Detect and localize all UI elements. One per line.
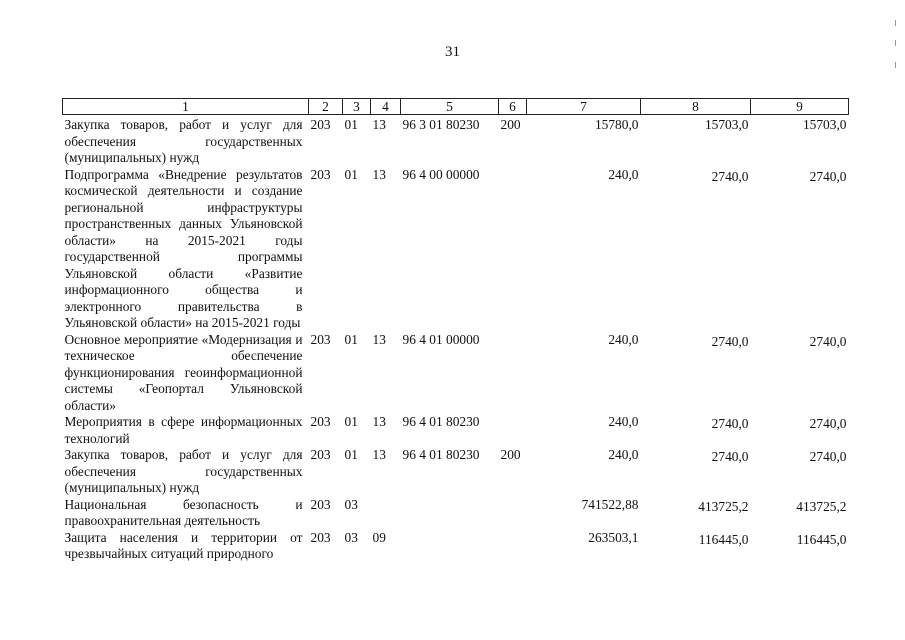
row-section: 01 (344, 414, 358, 429)
row-target-article (401, 530, 499, 563)
header-cell-9: 9 (751, 99, 849, 115)
row-value-col9: 2740,0 (809, 449, 847, 464)
row-value-col8: 15703,0 (704, 117, 749, 132)
table-row (63, 332, 849, 415)
row-target-article: 96 3 01 80230 (402, 117, 480, 132)
table-row (63, 414, 849, 447)
row-target-article: 96 4 00 00000 (402, 166, 480, 182)
row-subsection (371, 497, 401, 530)
row-expense-type (499, 332, 527, 415)
page-number: 31 (445, 44, 460, 60)
row-target-article: 96 4 01 80230 (402, 447, 480, 462)
row-expense-type: 200 (500, 447, 521, 462)
row-admin-code: 203 (310, 166, 331, 182)
row-admin-code: 203 (310, 529, 331, 545)
row-section: 03 (344, 496, 358, 512)
table-row (63, 447, 849, 497)
row-subsection: 13 (372, 447, 386, 462)
scan-artifact (895, 62, 896, 68)
row-value-col7: 263503,1 (588, 529, 639, 545)
row-section: 01 (344, 331, 358, 347)
row-value-col9: 2740,0 (809, 333, 847, 349)
row-name: Национальная безопасность и правоохранительная деятельность (64, 496, 303, 528)
row-value-col9: 2740,0 (809, 168, 847, 184)
row-expense-type (499, 497, 527, 530)
row-expense-type (499, 530, 527, 563)
row-value-col7: 240,0 (608, 447, 639, 462)
header-cell-5: 5 (401, 99, 499, 115)
row-admin-code: 203 (310, 117, 331, 132)
row-name: Основное мероприятие «Модернизация и техническое обеспечение функционирования геоинформационной системы «Геопортал Ульяновской области» (64, 331, 303, 413)
row-subsection: 13 (372, 166, 386, 182)
table-row (63, 115, 849, 167)
row-admin-code: 203 (310, 331, 331, 347)
scan-artifact (895, 40, 896, 46)
row-expense-type (499, 414, 527, 447)
row-name: Защита населения и территории от чрезвычайных ситуаций природного (64, 529, 303, 561)
row-value-col8: 2740,0 (711, 168, 749, 184)
row-target-article: 96 4 01 00000 (402, 331, 480, 347)
row-name: Мероприятия в сфере информационных технологий (64, 414, 303, 446)
row-value-col7: 240,0 (608, 331, 639, 347)
row-expense-type (499, 167, 527, 332)
header-cell-6: 6 (499, 99, 527, 115)
header-cell-3: 3 (343, 99, 371, 115)
row-value-col7: 15780,0 (594, 117, 639, 132)
row-value-col8: 116445,0 (698, 531, 749, 547)
row-value-col9: 413725,2 (796, 498, 847, 514)
row-value-col7: 741522,88 (581, 496, 639, 512)
row-subsection: 13 (372, 331, 386, 347)
row-name: Подпрограмма «Внедрение результатов космической деятельности и создание региональной инфраструктуры пространственных данных Ульяновской области» на 2015-2021 годы государственной программы Ульяновской области «Развитие информационного общества и электронного правительства в Ульяновской области» на 2015-2021 годы (64, 166, 303, 330)
row-section: 01 (344, 117, 358, 132)
table-row (63, 497, 849, 530)
table-row (63, 167, 849, 332)
row-value-col8: 2740,0 (711, 449, 749, 464)
table-row (63, 530, 849, 563)
table-header-row (63, 99, 849, 115)
row-value-col8: 2740,0 (711, 333, 749, 349)
row-name: Закупка товаров, работ и услуг для обеспечения государственных (муниципальных) нужд (64, 117, 303, 165)
row-expense-type: 200 (500, 117, 521, 132)
header-cell-8: 8 (641, 99, 751, 115)
header-cell-4: 4 (371, 99, 401, 115)
row-target-article (401, 497, 499, 530)
row-value-col9: 15703,0 (802, 117, 847, 132)
row-value-col7: 240,0 (608, 414, 639, 429)
row-subsection: 09 (372, 529, 386, 545)
row-value-col8: 2740,0 (711, 416, 749, 431)
row-value-col9: 2740,0 (809, 416, 847, 431)
row-value-col8: 413725,2 (698, 498, 749, 514)
row-admin-code: 203 (310, 496, 331, 512)
budget-table (62, 98, 849, 563)
row-admin-code: 203 (310, 414, 331, 429)
row-name: Закупка товаров, работ и услуг для обеспечения государственных (муниципальных) нужд (64, 447, 303, 495)
row-value-col7: 240,0 (608, 166, 639, 182)
row-section: 01 (344, 166, 358, 182)
row-subsection: 13 (372, 117, 386, 132)
header-cell-2: 2 (309, 99, 343, 115)
row-admin-code: 203 (310, 447, 331, 462)
row-section: 03 (344, 529, 358, 545)
row-target-article: 96 4 01 80230 (402, 414, 480, 429)
row-section: 01 (344, 447, 358, 462)
scan-artifact (895, 20, 896, 26)
header-cell-7: 7 (527, 99, 641, 115)
row-value-col9: 116445,0 (796, 531, 847, 547)
row-subsection: 13 (372, 414, 386, 429)
header-cell-1: 1 (63, 99, 309, 115)
